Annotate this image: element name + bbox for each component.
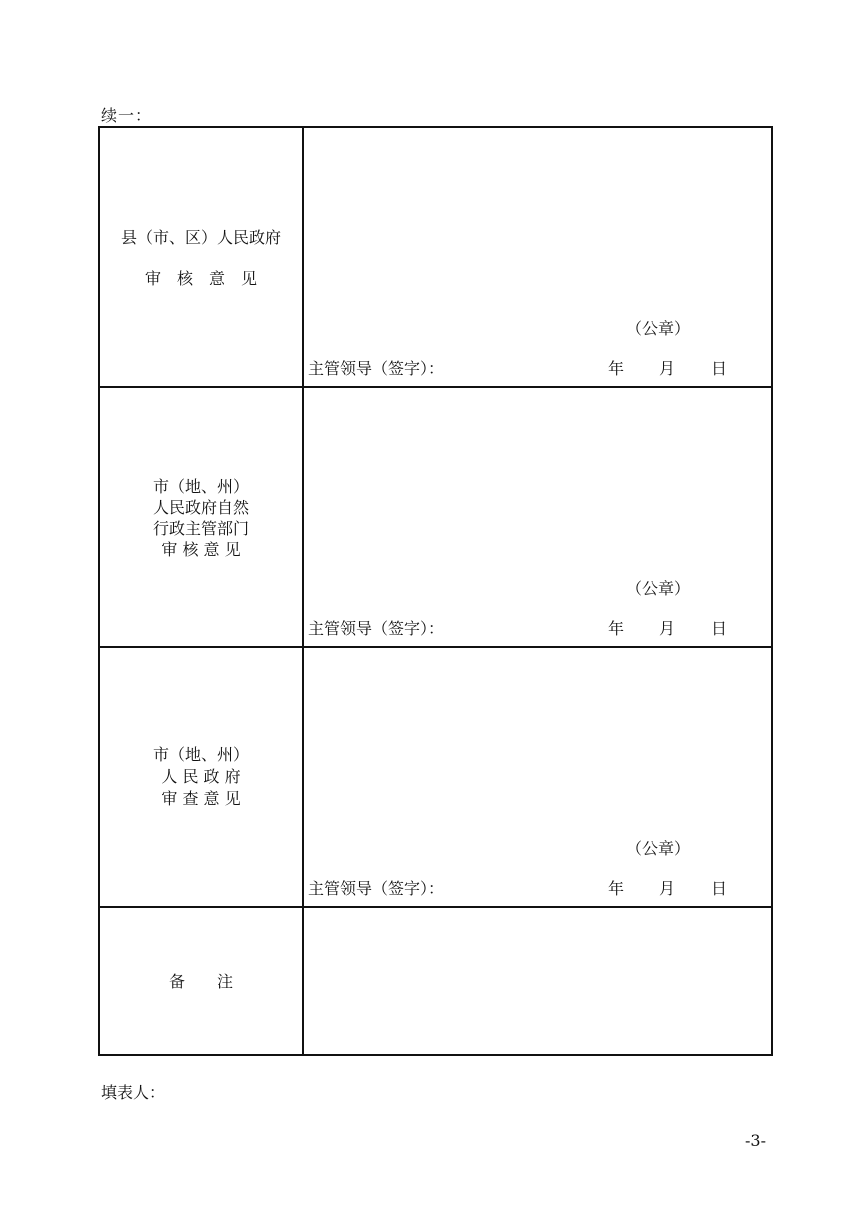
remarks-field[interactable] [304, 908, 771, 1054]
review-opinion-table [98, 126, 773, 1056]
date-month-label: 月 [659, 359, 676, 378]
official-seal-label: （公章） [626, 579, 691, 598]
prefecture-government-label-line: 人 民 政 府 [161, 767, 241, 786]
prefecture-government-label-line: 市（地、州） [152, 745, 249, 764]
leader-signature-label: 主管领导（签字）： [308, 879, 445, 898]
date-day-label: 日 [711, 619, 728, 638]
official-seal-label: （公章） [626, 319, 691, 338]
form-filler-label: 填表人： [101, 1083, 166, 1102]
date-year-label: 年 [608, 619, 625, 638]
remarks-label-cell [100, 908, 304, 1054]
county-review-label-line: 审 核 意 见 [144, 269, 257, 288]
date-year-label: 年 [608, 879, 625, 898]
remarks-label: 备 注 [168, 972, 233, 991]
prefecture-department-label-line: 行政主管部门 [152, 519, 249, 538]
county-review-label-cell [100, 128, 304, 386]
prefecture-government-opinion-field[interactable] [304, 648, 771, 906]
county-review-opinion-field[interactable] [304, 128, 771, 386]
prefecture-department-label-cell [100, 388, 304, 646]
prefecture-government-review-row [100, 648, 771, 908]
page-number: -3- [745, 1131, 766, 1150]
prefecture-department-label-line: 审 核 意 见 [161, 540, 241, 559]
continuation-label: 续一： [101, 106, 153, 125]
remarks-row [100, 908, 771, 1054]
leader-signature-label: 主管领导（签字）： [308, 359, 445, 378]
prefecture-department-label-line: 市（地、州） [152, 477, 249, 496]
county-review-label-line: 县（市、区）人民政府 [120, 228, 281, 247]
official-seal-label: （公章） [626, 839, 691, 858]
prefecture-government-label-line: 审 查 意 见 [161, 789, 241, 808]
prefecture-department-review-row [100, 388, 771, 648]
prefecture-government-label-cell [100, 648, 304, 906]
county-review-row [100, 128, 771, 388]
prefecture-department-opinion-field[interactable] [304, 388, 771, 646]
prefecture-department-label-line: 人民政府自然 [152, 498, 249, 517]
date-month-label: 月 [659, 619, 676, 638]
date-month-label: 月 [659, 879, 676, 898]
date-day-label: 日 [711, 879, 728, 898]
date-year-label: 年 [608, 359, 625, 378]
leader-signature-label: 主管领导（签字）： [308, 619, 445, 638]
date-day-label: 日 [711, 359, 728, 378]
